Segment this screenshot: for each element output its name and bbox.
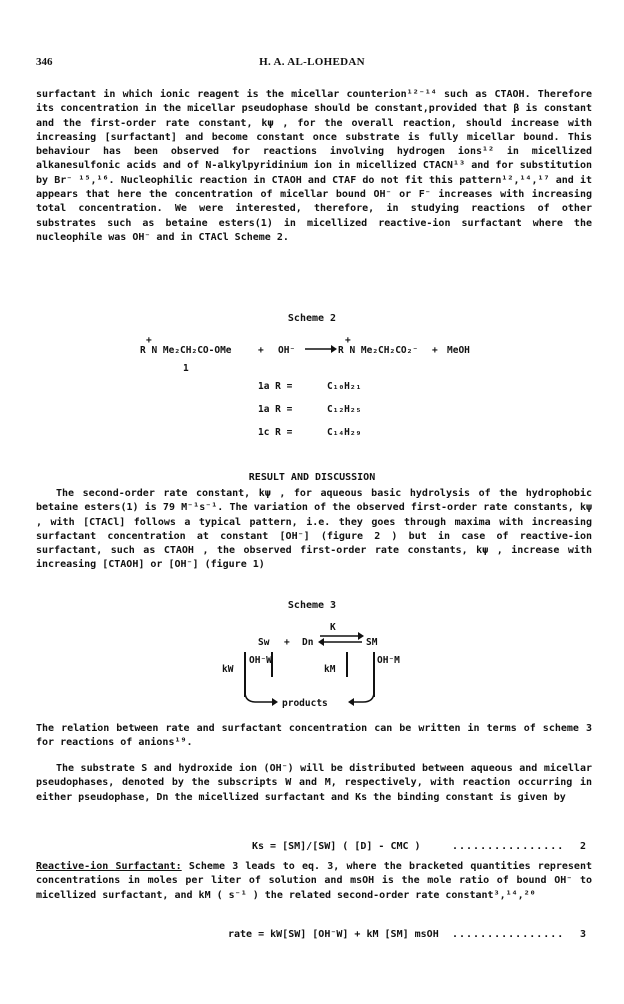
scheme2-hydroxide: OH⁻ — [278, 345, 296, 356]
variant-formula: C₁₂H₂₅ — [327, 404, 362, 415]
scheme2-title: Scheme 2 — [287, 313, 337, 324]
intro-paragraph: surfactant in which ionic reagent is the micellar counterion¹²⁻¹⁴ such as CTAOH. Therefore its concentration in the micellar pseudophase should be constant,provided that β is constant and the first-order rate constant, kψ , for the overall reaction, should increase with increasing [surfactant] and become constant once substrate is fully micellar bound. This behaviour has been observed for reactions involving hydrogen ions¹² in micellized alkanesulfonic acids and of N-alkylpyridinium ion in micellized CTACN¹³ and for substitution by Br⁻ ¹⁵,¹⁶. Nucleophilic reaction in CTAOH and CTAF do not fit this pattern¹²,¹⁴,¹⁷ and it appears that here the concentration of micellar bound OH⁻ or F⁻ increases with increasing total concentration. We were interested, therefore, in studying reactions of other substrates such as betaine esters(1) in micellized reactive-ion surfactant where the nucleophile was OH⁻ and in CTACl Scheme 2. — [36, 89, 592, 243]
equation-3: rate = kW[SW] [OH⁻W] + kM [SM] msOH — [228, 929, 439, 940]
equilibrium-constant: K — [330, 622, 336, 633]
substrate-micelle: SM — [366, 637, 378, 648]
distribution-paragraph: The substrate S and hydroxide ion (OH⁻) will be distributed between aqueous and micellar pseudophases, denoted by the subscripts W and M, respectively, with reaction occurring in either pseudophase, Dn the micellized surfactant and Ks the binding constant is given by — [36, 763, 592, 803]
reaction-arrow — [305, 343, 337, 358]
rate-constant-micelle: kM — [324, 664, 336, 675]
scheme2-plus-charge-right: + — [345, 335, 351, 346]
page-number: 346 — [36, 56, 53, 68]
equilibrium-arrows — [318, 632, 364, 649]
left-path-line — [244, 652, 246, 697]
variant-formula: C₁₄H₂₉ — [327, 427, 362, 438]
scheme3-plus: + — [284, 637, 290, 648]
running-title: H. A. AL-LOHEDAN — [259, 56, 365, 68]
equation-2: Ks = [SM]/[SW] ( [D] - CMC ) — [252, 841, 421, 852]
right-path-line — [373, 652, 375, 697]
hydroxide-water: OH⁻W — [249, 655, 272, 666]
relation-paragraph: The relation between rate and surfactant concentration can be written in terms of scheme 3 for reactions of anions¹⁹. — [36, 723, 592, 749]
section-heading: RESULT AND DISCUSSION — [248, 472, 376, 483]
reactive-ion-heading: Reactive-ion Surfactant: — [36, 861, 182, 872]
hydroxide-micelle: OH⁻M — [377, 655, 400, 666]
variant-label: 1a R = — [258, 404, 293, 415]
variant-label: 1c R = — [258, 427, 293, 438]
reactive-ion-text: Scheme 3 leads to eq. 3, where the bracketed quantities represent concentrations in moles per liter of solution and msOH is the mole ratio of bound OH⁻ to micellized surfactant, and kM ( s⁻¹ ) the related second-order rate constant³,¹⁴,²⁰ — [36, 861, 592, 901]
variant-formula: C₁₀H₂₁ — [327, 381, 362, 392]
scheme2-plus-1: + — [258, 345, 264, 356]
equation-3-dots: ................ — [452, 929, 565, 940]
scheme2-plus-charge-left: + — [146, 335, 152, 346]
micelle-dn: Dn — [302, 637, 314, 648]
rate-constant-water: kW — [222, 664, 234, 675]
compound-label: 1 — [183, 363, 189, 374]
scheme2-plus-2: + — [432, 345, 438, 356]
right-divider — [346, 652, 348, 677]
equation-2-dots: ................ — [452, 841, 565, 852]
products-label: products — [282, 698, 328, 709]
scheme2-methanol: MeOH — [447, 345, 470, 356]
scheme2-reactant: R N Me₂CH₂CO-OMe — [140, 345, 232, 356]
variant-label: 1a R = — [258, 381, 293, 392]
results-paragraph: The second-order rate constant, kψ , for aqueous basic hydrolysis of the hydrophobic betaine esters(1) is 79 M⁻¹s⁻¹. The variation of the observed first-order rate constants, kψ , with [CTACl] follows a typical pattern, i.e. they goes through maxima with increasing surfactant concentration at constant [OH⁻] (figure 2 ) but in case of reactive-ion surfactant, such as CTAOH , the observed first-order rate constants, kψ , increase with increasing [CTAOH] or [OH⁻] (figure 1) — [36, 488, 592, 571]
equation-3-number: 3 — [580, 929, 587, 940]
scheme3-title: Scheme 3 — [287, 600, 337, 611]
scheme2-product: R N Me₂CH₂CO₂⁻ — [338, 345, 419, 356]
reactive-ion-paragraph — [36, 860, 592, 903]
substrate-water: Sw — [258, 637, 270, 648]
equation-2-number: 2 — [580, 841, 587, 852]
